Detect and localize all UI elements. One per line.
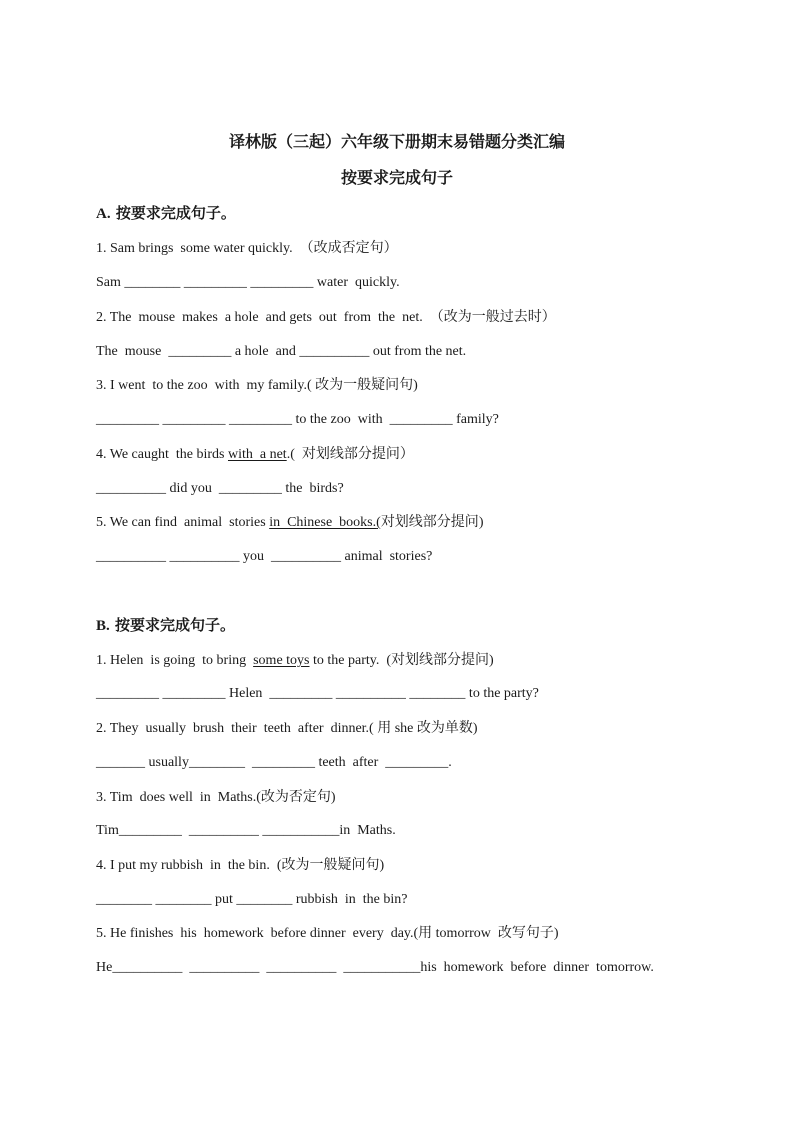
b-q4 [96, 856, 384, 875]
b-q3 [96, 788, 336, 807]
b-q1 [96, 651, 494, 670]
b-q3-close: ) [330, 790, 336, 805]
b-q4-answer: ________ ________ put ________ rubbish in the bin? [96, 892, 408, 907]
b-q1-text: 1. Helen is going to bring [96, 653, 254, 668]
a-q5-underlined: in Chinese books. [269, 515, 377, 530]
b-q1-underlined: some toys [253, 653, 310, 668]
a-q2 [96, 308, 556, 327]
b-q1-instruction: 对划线部分提问 [391, 652, 490, 668]
a-q4-instruction: 对划线部分提问 [301, 446, 400, 462]
b-q3-instruction: 改为否定句 [260, 789, 331, 805]
page-subtitle: 按要求完成句子 [340, 168, 453, 187]
a-q3 [96, 376, 418, 395]
b-q5-use: 用 [418, 925, 433, 941]
a-q4 [96, 445, 414, 464]
b-q5-tomorrow: tomorrow [432, 926, 498, 941]
page-title: 译林版（三起）六年级下册期末易错题分类汇编 [228, 132, 565, 151]
a-q4-close: ） [399, 446, 414, 462]
a-q2-instruction: （改为一般过去时） [429, 309, 556, 325]
b-q2 [96, 719, 478, 738]
section-a-label: 按要求完成句子。 [115, 204, 236, 222]
a-q3-close: ) [413, 378, 418, 393]
b-q4-instruction: 改为一般疑问句 [281, 857, 380, 873]
a-q5-text: 5. We can find animal stories [96, 515, 270, 530]
b-q1-close: ) [489, 653, 494, 668]
a-q1-text: 1. Sam brings some water quickly. [96, 241, 300, 256]
a-q2-answer: The mouse _________ a hole and __________ out from the net. [96, 344, 467, 359]
section-a-letter: A. [96, 206, 111, 222]
b-q2-instruction: 改为单数 [416, 720, 473, 736]
b-q5-text: 5. He finishes his homework before dinner every day.( [96, 926, 419, 941]
b-q2-text: 2. They usually brush their teeth after dinner.( [96, 721, 378, 736]
b-q2-she: she [391, 721, 417, 736]
b-q5-instruction: 改写句子 [497, 925, 554, 941]
a-q5-close: ) [478, 515, 484, 530]
a-q4-punct: .( [286, 447, 302, 462]
b-q5-close: ) [553, 926, 559, 941]
section-b-letter: B. [96, 618, 110, 634]
a-q4-answer: __________ did you _________ the birds? [96, 481, 344, 496]
a-q2-text: 2. The mouse makes a hole and gets out from the net. [96, 310, 430, 325]
section-b-heading [96, 614, 235, 635]
b-q4-text: 4. I put my rubbish in the bin. ( [96, 858, 282, 873]
b-q1-rest: to the party. ( [309, 653, 392, 668]
b-q5-answer: He__________ __________ __________ ___________his homework before dinner tomorrow. [96, 960, 654, 975]
b-q3-answer: Tim_________ __________ ___________in Maths. [96, 823, 396, 838]
a-q3-text: 3. I went to the zoo with my family.( [96, 378, 316, 393]
b-q3-text: 3. Tim does well in Maths.( [96, 790, 261, 805]
a-q4-underlined: with a net [227, 447, 287, 462]
b-q1-answer: _________ _________ Helen _________ __________ ________ to the party? [96, 686, 539, 701]
a-q5-open: ( [376, 515, 381, 530]
a-q5 [96, 513, 483, 532]
b-q2-use: 用 [377, 720, 392, 736]
a-q3-answer: _________ _________ _________ to the zoo with _________ family? [96, 412, 499, 427]
section-b-label: 按要求完成句子。 [115, 616, 236, 634]
a-q1-instruction: （改成否定句） [299, 240, 398, 256]
a-q1 [96, 239, 398, 258]
a-q5-answer: __________ __________ you __________ animal stories? [96, 549, 433, 564]
a-q5-instruction: 对划线部分提问 [380, 514, 479, 530]
b-q2-answer: _______ usually________ _________ teeth after _________. [96, 755, 452, 770]
b-q4-close: ) [379, 858, 385, 873]
a-q3-instruction: 改为一般疑问句 [315, 377, 414, 393]
b-q2-close: ) [472, 721, 478, 736]
b-q5 [96, 924, 559, 943]
section-a-heading [96, 202, 236, 223]
a-q1-answer: Sam ________ _________ _________ water quickly. [96, 275, 400, 290]
a-q4-text: 4. We caught the birds [96, 447, 228, 462]
